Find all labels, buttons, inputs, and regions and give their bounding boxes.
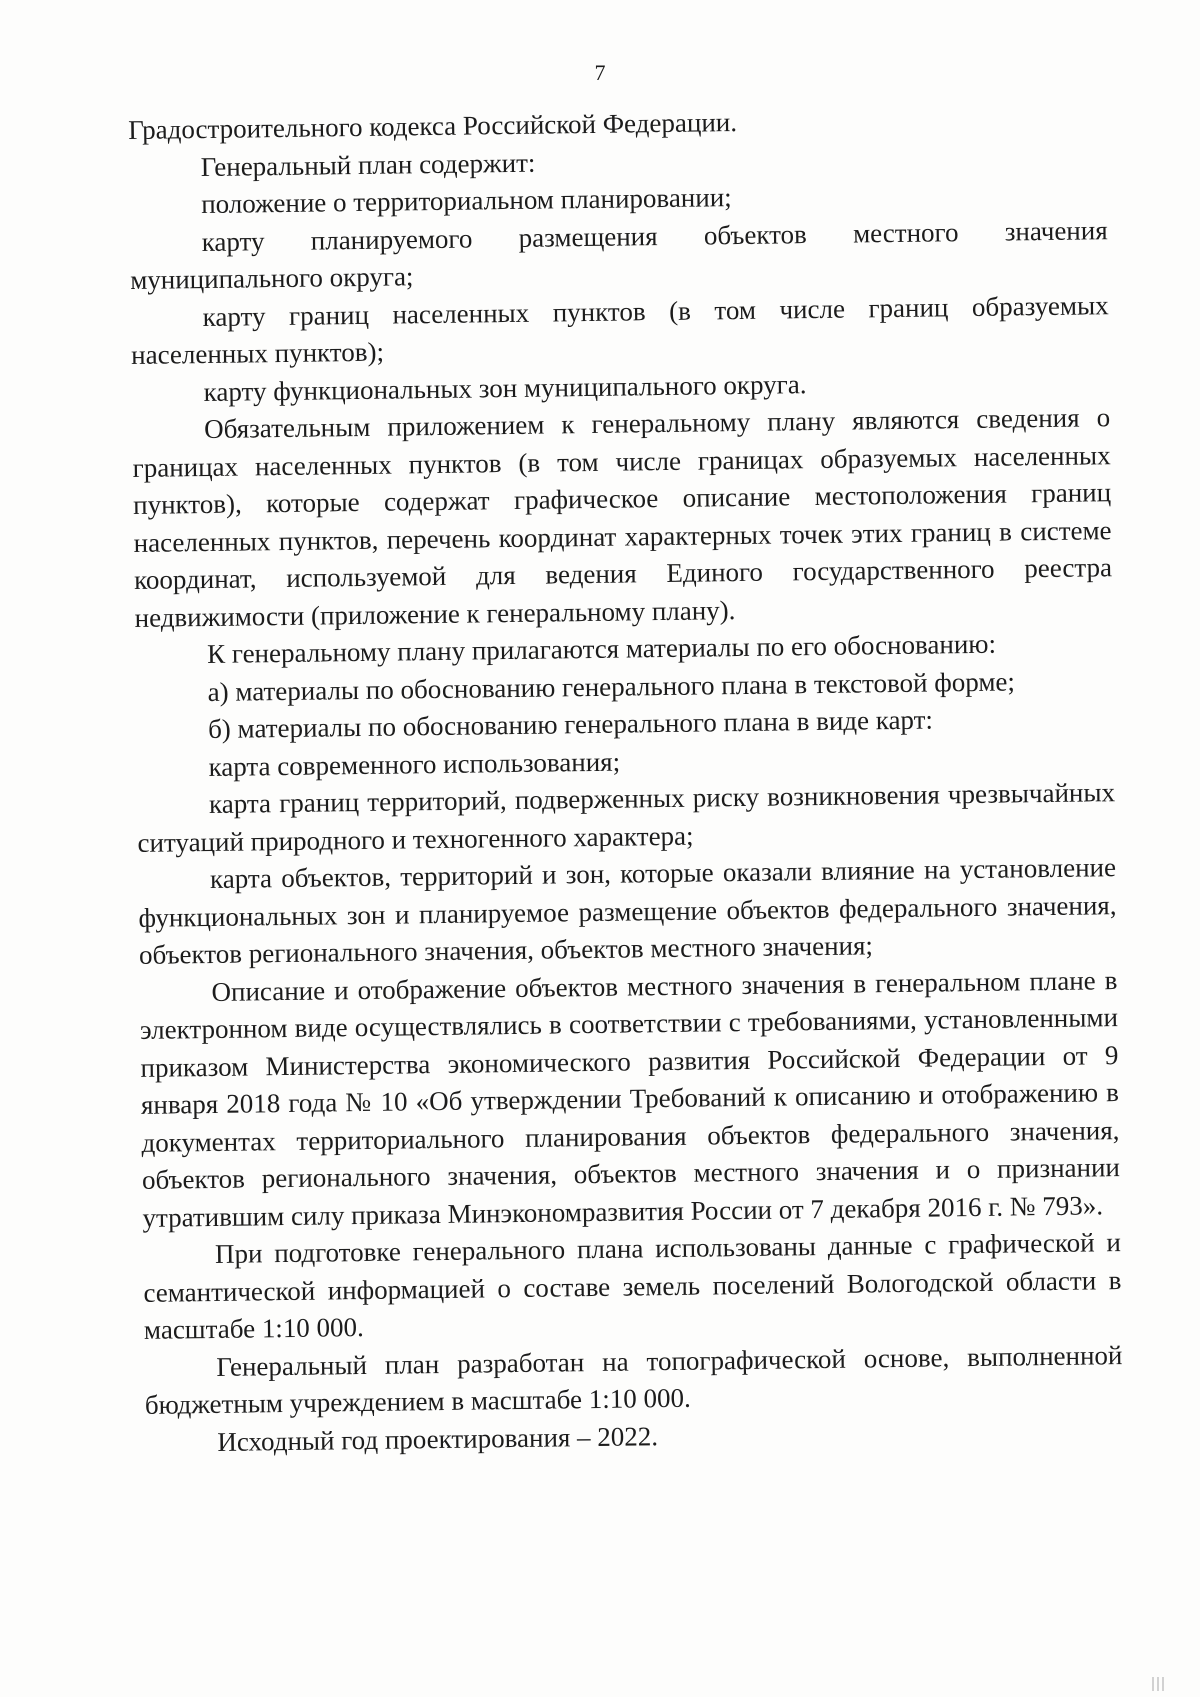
- list-item-influence-zones-map: карта объектов, территорий и зон, которые оказали влияние на установление функциональных зон и планируемое размещение объектов федерального значения, объектов регионального значения, объектов местного значения;: [138, 852, 1117, 970]
- list-item-functional-zones-map: карту функциональных зон муниципального округа.: [203, 368, 807, 407]
- page-number: 7: [594, 60, 606, 85]
- paragraph-plan-contains: Генеральный план содержит:: [200, 147, 536, 182]
- paragraph-justification-materials: К генеральному плану прилагаются материалы по его обоснованию:: [206, 628, 997, 670]
- paragraph-electronic-description: Описание и отображение объектов местного значения в генеральном плане в электронном виде осуществлялись в соответствии с требованиями, установленными приказом Министерства экономического развития Российской Федерации от 9 января 2018 года № 10 «Об утверждении Требований к описанию и отображению в документах территориального планирования объектов федерального значения, объектов регионального значения, объектов местного значения и о признании утратившим силу приказа Минэкономразвития России от 7 декабря 2016 г. № 793».: [139, 964, 1121, 1233]
- list-item-text-materials: а) материалы по обоснованию генерального плана в текстовой форме;: [207, 665, 1016, 707]
- list-item-map-materials: б) материалы по обоснованию генерального плана в виде карт:: [207, 704, 934, 745]
- document-body: [128, 99, 1124, 1462]
- list-item-objects-map: карту планируемого размещения объектов местного значения муниципального округа;: [130, 214, 1108, 295]
- list-item-territorial-provision: положение о территориальном планировании;: [201, 182, 732, 220]
- paragraph-base-year: Исходный год проектирования – 2022.: [217, 1420, 659, 1457]
- list-item-current-use-map: карта современного использования;: [208, 746, 621, 782]
- paragraph-mandatory-appendix: Обязательным приложением к генеральному плану являются сведения о границах населенных пунктов (в том числе границах образуемых населенных пунктов), которые содержат графическое описание местоположения границ населенных пунктов, перечень координат характерных точек этих границ в системе координат, используемой для ведения Единого государственного реестра недвижимости (приложение к генеральному плану).: [132, 402, 1113, 633]
- scan-edge-mark: [1152, 1675, 1166, 1691]
- list-item-settlement-borders-map: карту границ населенных пунктов (в том числе границ образуемых населенных пунктов);: [130, 289, 1109, 370]
- paragraph-source-data: При подготовке генерального плана использованы данные с графической и семантической информацией о составе земель поселений Вологодской области в масштабе 1:10 000.: [143, 1227, 1122, 1345]
- paragraph-topographic-basis: Генеральный план разработан на топографической основе, выполненной бюджетным учреждением в масштабе 1:10 000.: [144, 1339, 1123, 1420]
- paragraph-code-reference: Градостроительного кодекса Российской Федерации.: [128, 107, 738, 145]
- list-item-emergency-risk-map: карта границ территорий, подверженных риску возникновения чрезвычайных ситуаций природного и техногенного характера;: [137, 777, 1116, 858]
